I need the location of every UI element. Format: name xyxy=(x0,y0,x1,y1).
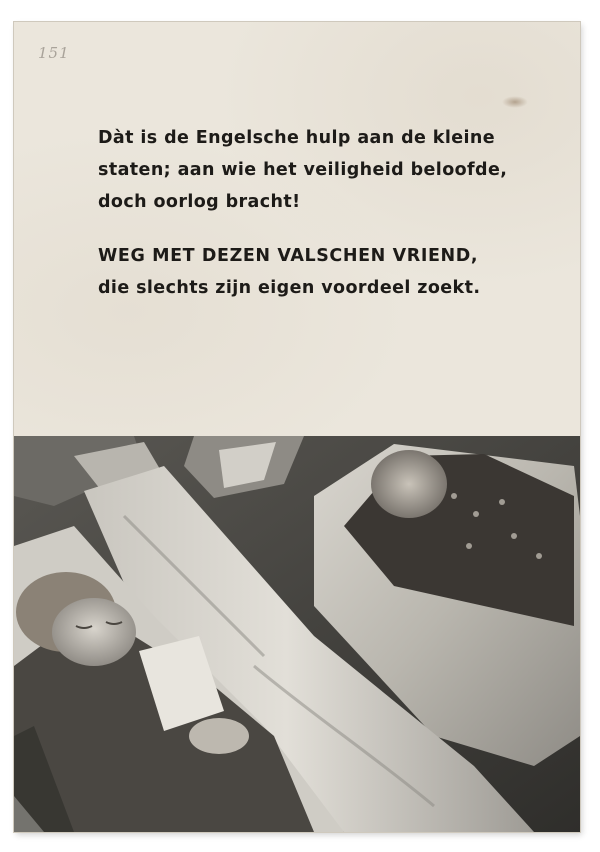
clothing-dot xyxy=(511,533,517,539)
clothing-dot xyxy=(499,499,505,505)
photograph xyxy=(14,436,580,832)
clothing-dot xyxy=(536,553,542,559)
paragraph-gap xyxy=(98,218,538,240)
handwritten-note: 151 xyxy=(38,44,70,62)
folded-hands xyxy=(189,718,249,754)
leaflet-text xyxy=(98,122,538,304)
clothing-dot xyxy=(466,543,472,549)
paper-stain xyxy=(502,96,528,108)
left-child-face xyxy=(52,598,136,666)
right-child-face xyxy=(371,450,447,518)
clothing-dot xyxy=(451,493,457,499)
clothing-dot xyxy=(473,511,479,517)
photo-illustration xyxy=(14,436,580,832)
leaflet-sheet xyxy=(14,22,580,832)
slogan-line: WEG MET DEZEN VALSCHEN VRIEND, xyxy=(98,246,479,266)
text-panel xyxy=(14,22,580,436)
text-line-1: Dàt is de Engelsche hulp aan de kleine xyxy=(98,128,496,148)
text-line-2: staten; aan wie het veiligheid beloofde, xyxy=(98,160,508,180)
text-line-5: die slechts zijn eigen voordeel zoekt. xyxy=(98,278,481,298)
text-line-3: doch oorlog bracht! xyxy=(98,192,301,212)
